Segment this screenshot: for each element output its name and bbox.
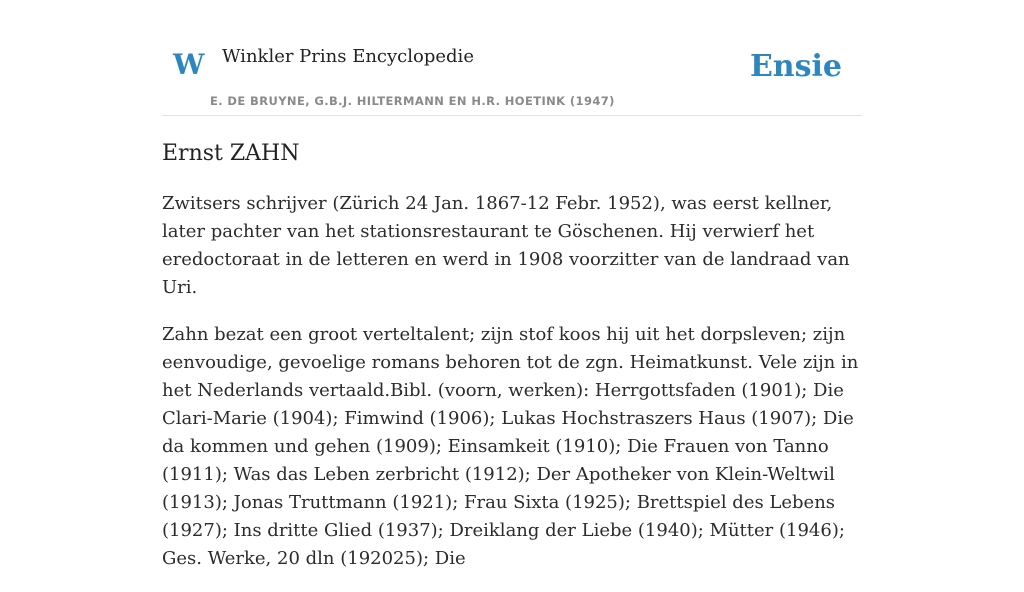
source-authors: E. DE BRUYNE, G.B.J. HILTERMANN EN H.R. HOETINK (1947) [210,94,615,108]
source-logo-icon[interactable]: W [173,48,205,81]
article-paragraph: Zahn bezat een groot verteltalent; zijn stof koos hij uit het dorpsleven; zijn eenvoudige, gevoelige romans behoren tot de zgn. Heimatkunst. Vele zijn in het Nederlands vertaald.Bibl. (voorn, werken): Herrgottsfaden (1901); Die Clari-Marie (1904); Fimwind (1906); Lukas Hochstraszers Haus (1907); Die da kommen und gehen (1909); Einsamkeit (1910); Die Frauen von Tanno (1911); Was das Leben zerbricht (1912); Der Apotheker von Klein-Weltwil (1913); Jonas Truttmann (1921); Frau Sixta (1925); Brettspiel des Lebens (1927); Ins dritte Glied (1937); Dreiklang der Liebe (1940); Mütter (1946); Ges. Werke, 20 dln (192025); Die [162,324,859,569]
brand-logo[interactable]: Ensie [749,49,842,84]
article-body [162,138,862,592]
source-title[interactable]: Winkler Prins Encyclopedie [222,46,474,67]
source-header [162,40,862,116]
article-paragraph: Zwitsers schrijver (Zürich 24 Jan. 1867-12 Febr. 1952), was eerst kellner, later pachter van het stationsrestaurant te Göschenen. Hij verwierf het eredoctoraat in de letteren en werd in 1908 voorzitter van de landraad van Uri. [162,193,850,298]
article-title: Ernst ZAHN [162,141,300,166]
